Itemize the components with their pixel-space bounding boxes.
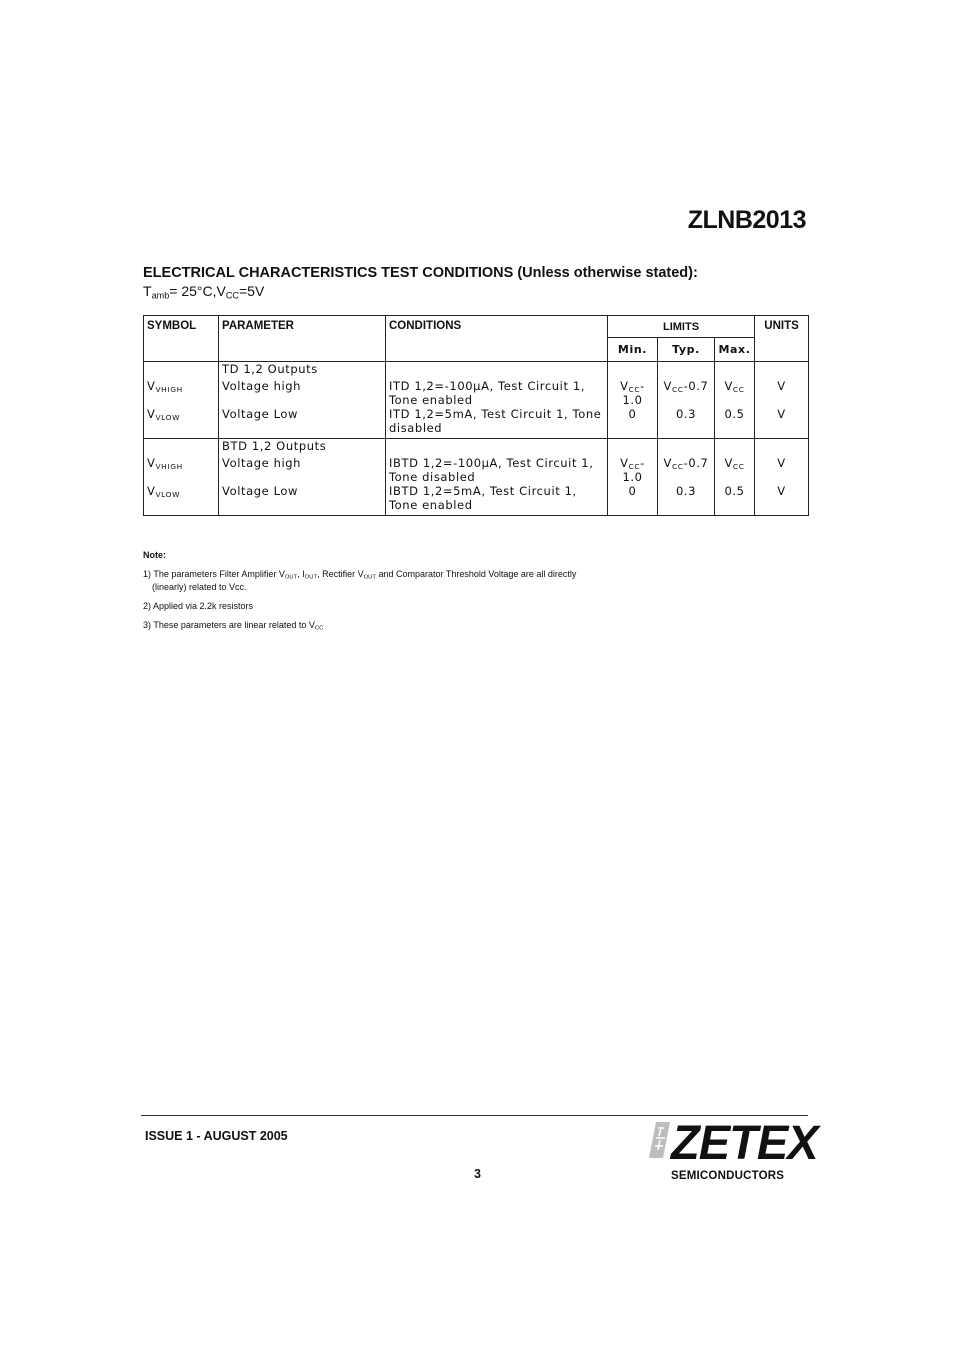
note-2: 2) Applied via 2.2k resistors bbox=[143, 601, 254, 611]
header-min: Min. bbox=[608, 338, 658, 362]
group-title: TD 1,2 Outputs bbox=[219, 362, 386, 380]
typ-cell: 0.3 bbox=[658, 484, 715, 516]
min-cell: 0 bbox=[608, 407, 658, 439]
section-heading bbox=[143, 265, 698, 281]
parameter-cell: Voltage high bbox=[219, 379, 386, 407]
conditions-cell: ITD 1,2=-100µA, Test Circuit 1, Tone enabled bbox=[386, 379, 608, 407]
table-row bbox=[144, 362, 809, 380]
max-cell: $V_{CC}$ bbox=[715, 379, 755, 407]
max-cell: 0.5 bbox=[715, 484, 755, 516]
symbol-cell: $V_{VHIGH}$ bbox=[144, 379, 219, 407]
cond-t-sub: amb bbox=[151, 290, 170, 301]
header-limits: LIMITS bbox=[608, 316, 755, 338]
cond-v-sub: CC bbox=[225, 290, 239, 301]
symbol-cell: $V_{VLOW}$ bbox=[144, 484, 219, 516]
note-1-line-2: (linearly) related to Vcc. bbox=[152, 582, 247, 592]
table-row bbox=[144, 456, 809, 484]
cond-end: =5V bbox=[238, 283, 265, 299]
zetex-logo-subtitle: SEMICONDUCTORS bbox=[671, 1170, 785, 1182]
electrical-characteristics-table bbox=[143, 315, 809, 516]
note-3: 3) These parameters are linear related to $V_{CC}$ bbox=[143, 620, 324, 632]
min-cell: 0 bbox=[608, 484, 658, 516]
parameter-cell: Voltage high bbox=[219, 456, 386, 484]
cond-t: T bbox=[143, 283, 152, 299]
conditions-cell: IBTD 1,2=5mA, Test Circuit 1, Tone enabled bbox=[386, 484, 608, 516]
table-row bbox=[144, 407, 809, 439]
zetex-logo-wordmark: ZETEX bbox=[671, 1117, 818, 1170]
page-number: 3 bbox=[474, 1167, 481, 1181]
section-heading-rest: (Unless otherwise stated): bbox=[513, 265, 698, 281]
symbol-cell: $V_{VHIGH}$ bbox=[144, 456, 219, 484]
header-parameter: PARAMETER bbox=[219, 316, 386, 362]
table-row bbox=[144, 484, 809, 516]
test-conditions-line bbox=[143, 283, 264, 299]
notes-title: Note: bbox=[143, 550, 166, 560]
parameter-cell: Voltage Low bbox=[219, 484, 386, 516]
conditions-cell: ITD 1,2=5mA, Test Circuit 1, Tone disabled bbox=[386, 407, 608, 439]
header-typ: Typ. bbox=[658, 338, 715, 362]
table-row bbox=[144, 379, 809, 407]
table-row bbox=[144, 439, 809, 457]
header-symbol: SYMBOL bbox=[144, 316, 219, 362]
typ-cell: $V_{CC}-0.7$ bbox=[658, 456, 715, 484]
units-cell: V bbox=[755, 379, 809, 407]
part-number: ZLNB2013 bbox=[687, 206, 806, 234]
note-1: 1) The parameters Filter Amplifier $V_{OUT}$, $I_{OUT}$, Rectifier $V_{OUT}$ and Comparator Threshold Voltage are all directly bbox=[143, 569, 577, 581]
max-cell: 0.5 bbox=[715, 407, 755, 439]
symbol-cell: $V_{VLOW}$ bbox=[144, 407, 219, 439]
typ-cell: $V_{CC}-0.7$ bbox=[658, 379, 715, 407]
section-heading-bold: ELECTRICAL CHARACTERISTICS TEST CONDITIONS bbox=[143, 265, 514, 281]
parameter-cell: Voltage Low bbox=[219, 407, 386, 439]
units-cell: V bbox=[755, 484, 809, 516]
cond-mid: = 25°C,V bbox=[169, 283, 226, 299]
max-cell: $V_{CC}$ bbox=[715, 456, 755, 484]
group-title: BTD 1,2 Outputs bbox=[219, 439, 386, 457]
min-cell: $V_{CC}-1.0$ bbox=[608, 456, 658, 484]
units-cell: V bbox=[755, 456, 809, 484]
header-max: Max. bbox=[715, 338, 755, 362]
header-conditions: CONDITIONS bbox=[386, 316, 608, 362]
conditions-cell: IBTD 1,2=-100µA, Test Circuit 1, Tone disabled bbox=[386, 456, 608, 484]
units-cell: V bbox=[755, 407, 809, 439]
header-units: UNITS bbox=[755, 316, 809, 362]
typ-cell: 0.3 bbox=[658, 407, 715, 439]
min-cell: $V_{CC}-1.0$ bbox=[608, 379, 658, 407]
issue-date: ISSUE 1 - AUGUST 2005 bbox=[145, 1129, 288, 1143]
